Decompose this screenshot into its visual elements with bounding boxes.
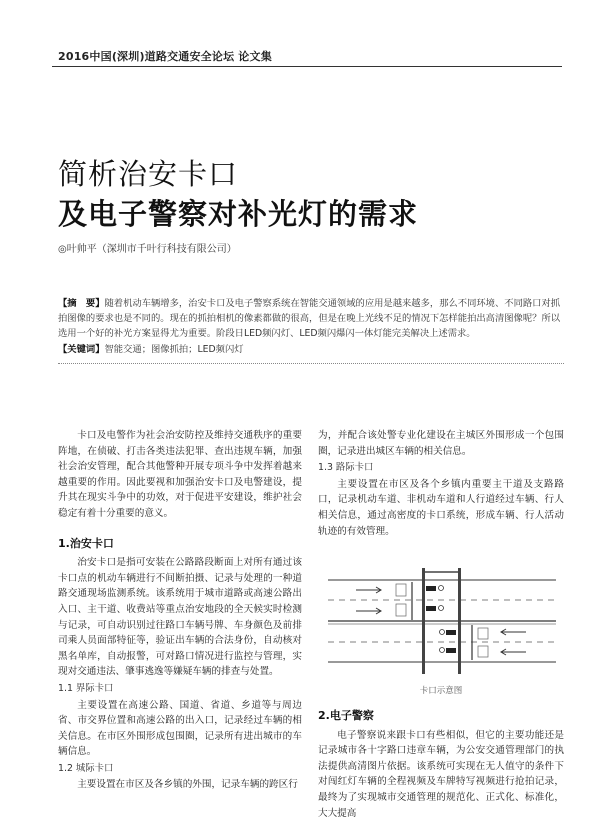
fill-light-icon [439,606,444,611]
section-2-heading: 2.电子警察 [318,709,374,722]
abstract-label: 【摘 要】 [58,298,105,309]
section-1-heading: 1.治安卡口 [58,536,114,550]
camera-icon [446,648,456,653]
arrow-right-icon [356,587,381,593]
abstract-text: 随着机动车辆增多，治安卡口及电子警察系统在智能交通领域的应用是越来越多，那么不同环境、不同路口对抓拍图像的要求也是不同的。现在的抓拍相机的像素都做的很高，但是在晚上光线不足的情况下怎样能拍出高清图像呢？所以选用一个好的补光方案显得尤为重要。阶段日LED频闪灯、LED频闪爆闪一体灯能完美解决上述需求。 [58,298,561,339]
keywords [58,343,568,357]
intro-paragraph: 卡口及电警作为社会治安防控及维持交通秩序的重要阵地，在侦破、打击各类违法犯罪、查出违规车辆，加强社会治安管理，配合其他警种开展专项斗争中发挥着越来越重要的作用。因此要视和加强治安卡口及电警建设，提升其在现实斗争中的功效，对于促进平安建设，维护社会稳定有着十分重要的意义。 [58,430,302,519]
camera-icon [426,586,436,591]
subsection-1-1-heading: 1.1 界际卡口 [58,682,114,694]
section-2 [318,708,564,821]
keywords-text: 智能交通；图像抓拍；LED频闪灯 [104,344,244,355]
article-title-line1: 简析治安卡口 [58,157,239,191]
section-1-paragraph: 治安卡口是指可安装在公路路段断面上对所有通过该卡口点的机动车辆进行不间断拍摄、记录与处理的一种道路交通现场监测系统。该系统用于城市道路或高速公路出入口、主干道、收费站等重点治安地段的全天候实时检测与记录，可自动识别过往路口车辆号牌、车身颜色及前排司乘人员面部特征等，验证出车辆的合法身份，自动核对黑名单库，自动报警，可对路口情况进行监控与管理，实现对交通违法、肇事逃逸等嫌疑车辆的排查与处置。 [58,557,302,678]
section-2-paragraph: 电子警察说来跟卡口有些相似，但它的主要功能还是记录城市各十字路口违章车辆，为公安交通管理部门的执法提供高清图片依据。该系统可实现在无人值守的条件下对闯红灯车辆的全程视频及车牌特写视频进行抢拍记录，最终为了实现城市交通管理的规范化、正式化、标准化，大大提高 [318,729,564,819]
camera-icon [426,606,436,611]
right-column [318,428,564,539]
figure-caption: 卡口示意图 [419,686,463,696]
arrow-left-icon [501,629,526,635]
abstract-divider [58,363,564,364]
abstract [58,296,568,341]
subsection-1-1-paragraph: 主要设置在高速公路、国道、省道、乡道等与周边省、市交界位置和高速公路的出入口，记录经过车辆的相关信息。在市区外围形成包围圈，记录所有进出城市的车辆信息。 [58,699,302,758]
left-column [58,428,302,793]
subsection-1-2-paragraph: 主要设置在市区及各乡镇的外围，记录车辆的跨区行 [77,779,298,791]
detection-loop [478,646,488,657]
continued-paragraph: 为，并配合该处警专业化建设在主城区外围形成一个包围圈，记录进出城区车辆的相关信息。 [318,430,564,457]
subsection-1-3-heading: 1.3 路际卡口 [318,462,374,474]
detection-loop [396,584,406,596]
detection-loop [478,628,488,639]
article-title-line2: 及电子警察对补光灯的需求 [58,197,419,231]
subsection-1-3-paragraph: 主要设置在市区及各个乡镇内重要主干道及支路路口，记录机动车道、非机动车道和人行道经过车辆、行人相关信息，通过高密度的卡口系统，形成车辆、行人活动轨迹的有效管理。 [318,478,564,537]
detection-loop [396,604,406,616]
fill-light-icon [440,630,445,635]
keywords-label: 【关键词】 [58,344,105,355]
author-affiliation: ◎叶帅平（深圳市千叶行科技有限公司） [58,244,237,255]
fill-light-icon [440,648,445,653]
arrow-left-icon [501,649,526,655]
checkpoint-diagram [326,562,558,682]
subsection-1-2-heading: 1.2 城际卡口 [58,762,114,774]
camera-icon [446,630,456,635]
gantry-pole-right [458,568,461,674]
arrow-right-icon [356,608,381,614]
proceedings-header: 2016中国(深圳)道路交通安全论坛 论文集 [58,50,272,63]
gantry-pole-left [422,568,425,674]
header-rule [52,66,562,67]
fill-light-icon [439,586,444,591]
